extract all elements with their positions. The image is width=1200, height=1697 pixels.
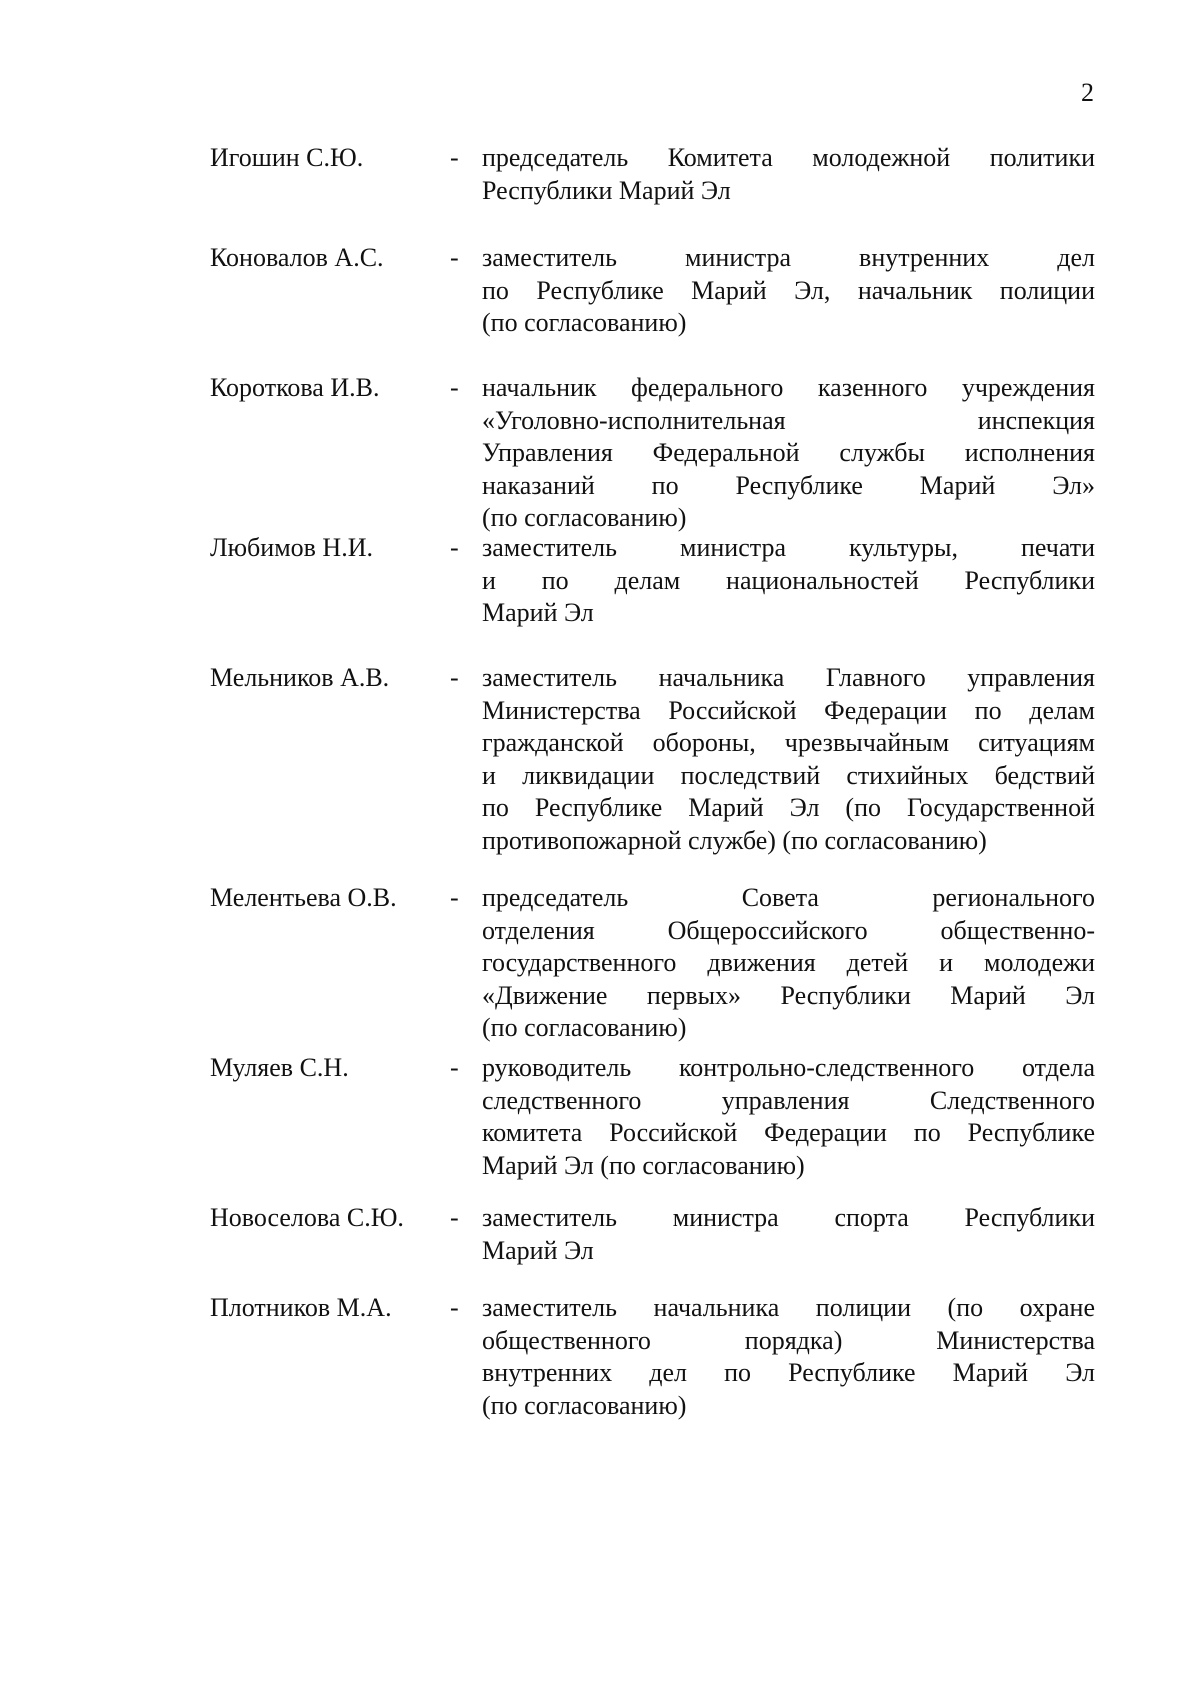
member-role <box>482 662 1095 857</box>
role-line: государственного движения детей и молодежи <box>482 948 1095 977</box>
member-name: Игошин С.Ю. <box>210 143 364 172</box>
role-line: (по согласованию) <box>482 308 687 337</box>
member-role <box>482 142 1095 207</box>
member-name: Мельников А.В. <box>210 663 390 692</box>
role-line: Марий Эл <box>482 1235 594 1265</box>
member-role <box>482 882 1095 1045</box>
member-role <box>482 1292 1095 1422</box>
role-line: общественного порядка) Министерства <box>482 1325 1095 1355</box>
role-line: (по согласованию) <box>482 1390 687 1420</box>
role-line: заместитель министра культуры, печати <box>482 533 1095 562</box>
role-line: председатель Комитета молодежной политики <box>482 143 1095 172</box>
member-dash: - <box>450 663 459 692</box>
role-line: (по согласованию) <box>482 503 687 532</box>
member-dash: - <box>450 883 459 912</box>
role-line: заместитель начальника полиции (по охране <box>482 1293 1095 1322</box>
role-line: заместитель начальника Главного управления <box>482 663 1095 692</box>
role-line: Республики Марий Эл <box>482 175 731 205</box>
member-name: Коновалов А.С. <box>210 243 384 272</box>
member-dash: - <box>450 243 459 272</box>
role-line: гражданской обороны, чрезвычайным ситуациям <box>482 728 1095 757</box>
member-name: Плотников М.А. <box>210 1293 392 1322</box>
member-role <box>482 1202 1095 1267</box>
member-dash: - <box>450 1293 459 1322</box>
member-dash: - <box>450 373 459 402</box>
role-line: комитета Российской Федерации по Республике <box>482 1118 1095 1147</box>
role-line: Марий Эл <box>482 598 594 627</box>
role-line: наказаний по Республике Марий Эл» <box>482 470 1095 500</box>
page-number: 2 <box>1081 78 1094 107</box>
member-role <box>482 242 1095 340</box>
role-line: по Республике Марий Эл (по Государственной <box>482 793 1095 822</box>
member-name: Муляев С.Н. <box>210 1053 349 1082</box>
role-line: председатель Совета регионального <box>482 883 1095 912</box>
role-line: внутренних дел по Республике Марий Эл <box>482 1358 1095 1387</box>
role-line: Министерства Российской Федерации по делам <box>482 695 1095 725</box>
member-role <box>482 372 1095 535</box>
role-line: отделения Общероссийского общественно- <box>482 915 1095 945</box>
member-name: Мелентьева О.В. <box>210 883 397 912</box>
member-role <box>482 532 1095 630</box>
role-line: заместитель министра внутренних дел <box>482 243 1095 272</box>
role-line: «Движение первых» Республики Марий Эл <box>482 980 1095 1010</box>
role-line: «Уголовно-исполнительная инспекция <box>482 405 1095 435</box>
member-name: Любимов Н.И. <box>210 533 373 562</box>
role-line: (по согласованию) <box>482 1013 687 1042</box>
role-line: по Республике Марий Эл, начальник полиции <box>482 275 1095 305</box>
role-line: Управления Федеральной службы исполнения <box>482 438 1095 467</box>
role-line: Марий Эл (по согласованию) <box>482 1150 805 1180</box>
role-line: следственного управления Следственного <box>482 1085 1095 1115</box>
role-line: начальник федерального казенного учреждения <box>482 373 1095 402</box>
member-dash: - <box>450 533 459 562</box>
role-line: руководитель контрольно-следственного отдела <box>482 1053 1095 1082</box>
member-dash: - <box>450 1203 459 1232</box>
member-role <box>482 1052 1095 1182</box>
member-name: Короткова И.В. <box>210 373 380 402</box>
role-line: противопожарной службе) (по согласованию) <box>482 825 987 855</box>
member-name: Новоселова С.Ю. <box>210 1203 404 1232</box>
role-line: заместитель министра спорта Республики <box>482 1203 1095 1232</box>
member-dash: - <box>450 143 459 172</box>
member-dash: - <box>450 1053 459 1082</box>
role-line: и ликвидации последствий стихийных бедствий <box>482 760 1095 790</box>
role-line: и по делам национальностей Республики <box>482 565 1095 595</box>
